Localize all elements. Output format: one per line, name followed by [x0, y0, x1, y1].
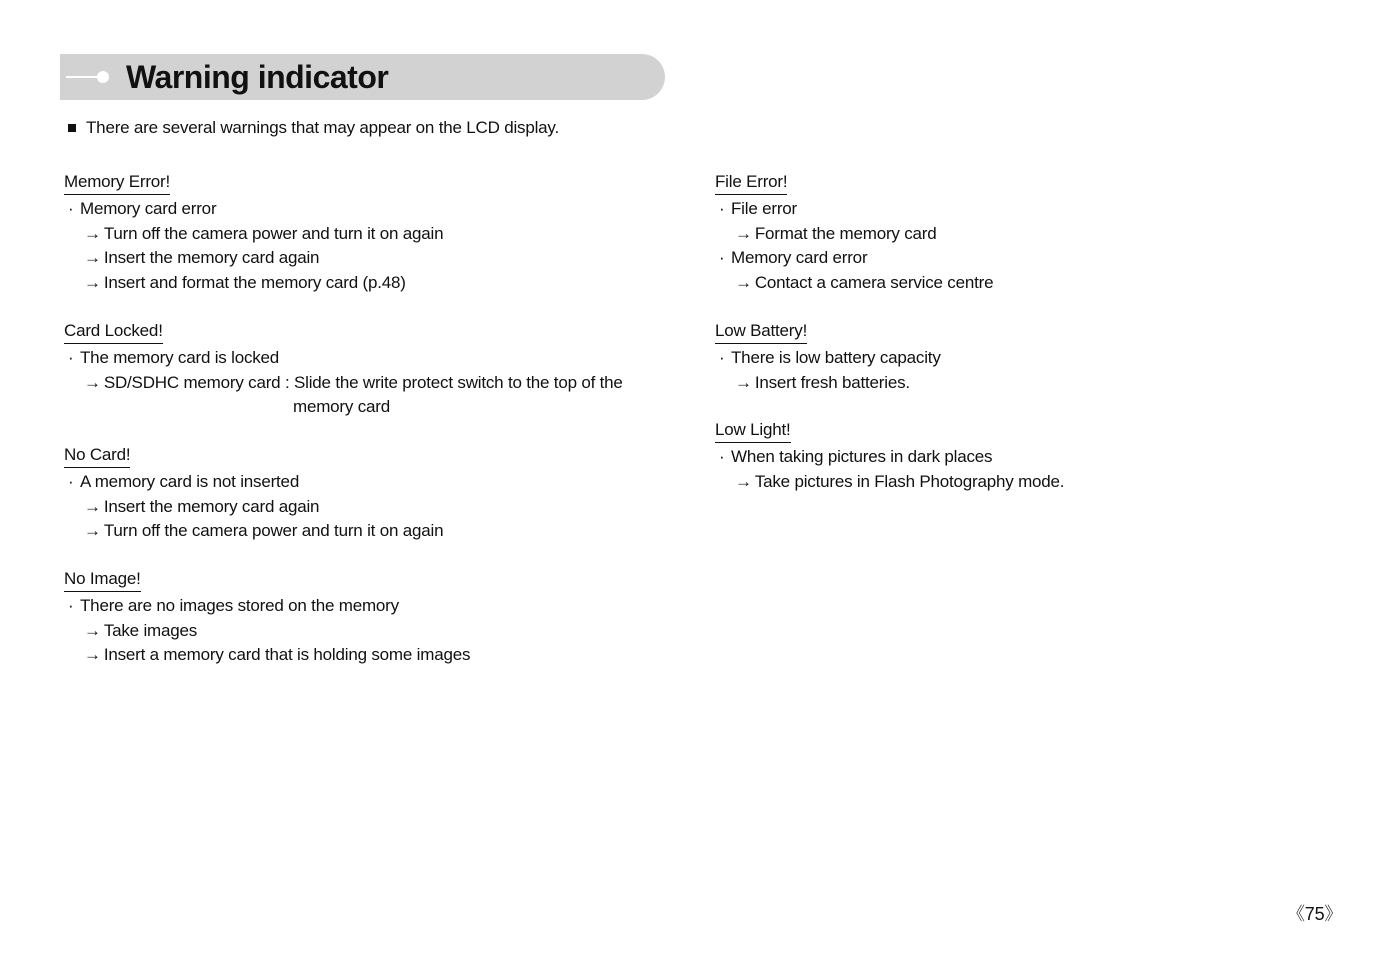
arrow-icon: → — [84, 248, 101, 268]
intro-text: There are several warnings that may appear on the LCD display. — [86, 118, 559, 137]
action-line — [64, 519, 664, 544]
bullet-dot-icon: · — [68, 471, 74, 491]
bullet-dot-icon: · — [719, 347, 725, 367]
action-text: Insert fresh batteries. — [754, 372, 910, 392]
cause-line — [64, 594, 664, 619]
bullet-dot-icon: · — [719, 199, 725, 218]
header-dot-icon — [97, 71, 109, 83]
cause-text: Memory card error — [80, 199, 217, 218]
action-line — [64, 619, 664, 644]
section-title: File Error! — [715, 171, 787, 195]
page-title: Warning indicator — [126, 59, 389, 95]
arrow-icon: → — [84, 521, 101, 541]
warning-section — [715, 171, 1315, 296]
bullet-dot-icon: · — [719, 447, 725, 467]
arrow-icon: → — [84, 620, 101, 640]
cause-line — [64, 470, 664, 495]
action-text: Contact a camera service centre — [754, 273, 994, 293]
cause-line — [64, 346, 664, 371]
action-line — [64, 643, 664, 668]
action-text: Insert a memory card that is holding some images — [103, 645, 471, 665]
action-line — [64, 271, 664, 296]
action-text: Take images — [103, 620, 198, 640]
cause-text: Memory card error — [731, 248, 868, 268]
cause-text: A memory card is not inserted — [80, 471, 300, 491]
intro-line — [66, 116, 559, 140]
action-line — [64, 495, 664, 520]
arrow-icon: → — [84, 645, 101, 665]
warning-section — [715, 320, 1315, 395]
page-number: 《75》 — [1287, 904, 1343, 924]
bullet-dot-icon: · — [68, 596, 74, 616]
square-bullet-icon — [68, 124, 76, 132]
section-title: Low Battery! — [715, 320, 807, 344]
arrow-icon: → — [735, 471, 752, 491]
action-text: Insert the memory card again — [103, 496, 320, 516]
section-title: No Image! — [64, 568, 141, 592]
action-line — [715, 371, 1315, 396]
action-text: Format the memory card — [754, 223, 937, 243]
cause-line — [715, 346, 1315, 371]
cause-text: There are no images stored on the memory — [80, 596, 399, 616]
arrow-icon: → — [735, 223, 752, 243]
action-line — [64, 222, 664, 247]
section-title: No Card! — [64, 444, 130, 468]
cause-text: The memory card is locked — [80, 347, 280, 367]
action-text: Turn off the camera power and turn it on again — [103, 223, 444, 243]
section-title: Card Locked! — [64, 320, 163, 344]
action-continuation: memory card — [293, 397, 390, 417]
bullet-dot-icon: · — [68, 347, 74, 367]
section-title: Memory Error! — [64, 171, 170, 195]
action-line — [715, 271, 1315, 296]
cause-text: When taking pictures in dark places — [731, 447, 993, 467]
cause-text: There is low battery capacity — [731, 347, 941, 367]
header-line-decoration — [66, 76, 100, 78]
action-text: SD/SDHC memory card : Slide the write protect switch to the top of the — [103, 372, 623, 392]
arrow-icon: → — [735, 372, 752, 392]
section-title: Low Light! — [715, 419, 791, 443]
cause-text: File error — [731, 199, 798, 218]
right-column — [715, 171, 1315, 519]
bullet-dot-icon: · — [719, 248, 725, 268]
cause-line — [715, 197, 1315, 222]
action-text: Turn off the camera power and turn it on again — [103, 521, 444, 541]
action-text: Insert the memory card again — [103, 248, 320, 268]
cause-line — [64, 197, 664, 222]
warning-section — [715, 419, 1315, 494]
warning-section — [64, 171, 664, 296]
bullet-dot-icon: · — [68, 199, 74, 218]
arrow-icon: → — [735, 273, 752, 293]
action-line — [715, 222, 1315, 247]
left-column — [64, 171, 664, 692]
warning-section — [64, 568, 664, 668]
cause-line — [715, 445, 1315, 470]
action-text: Take pictures in Flash Photography mode. — [754, 471, 1065, 491]
action-line — [64, 371, 664, 396]
action-line — [64, 246, 664, 271]
action-line — [715, 470, 1315, 495]
arrow-icon: → — [84, 496, 101, 516]
arrow-icon: → — [84, 273, 101, 293]
warning-section — [64, 320, 664, 420]
arrow-icon: → — [84, 223, 101, 243]
warning-section — [64, 444, 664, 544]
arrow-icon: → — [84, 372, 101, 392]
cause-line — [715, 246, 1315, 271]
action-text: Insert and format the memory card (p.48) — [103, 273, 406, 293]
